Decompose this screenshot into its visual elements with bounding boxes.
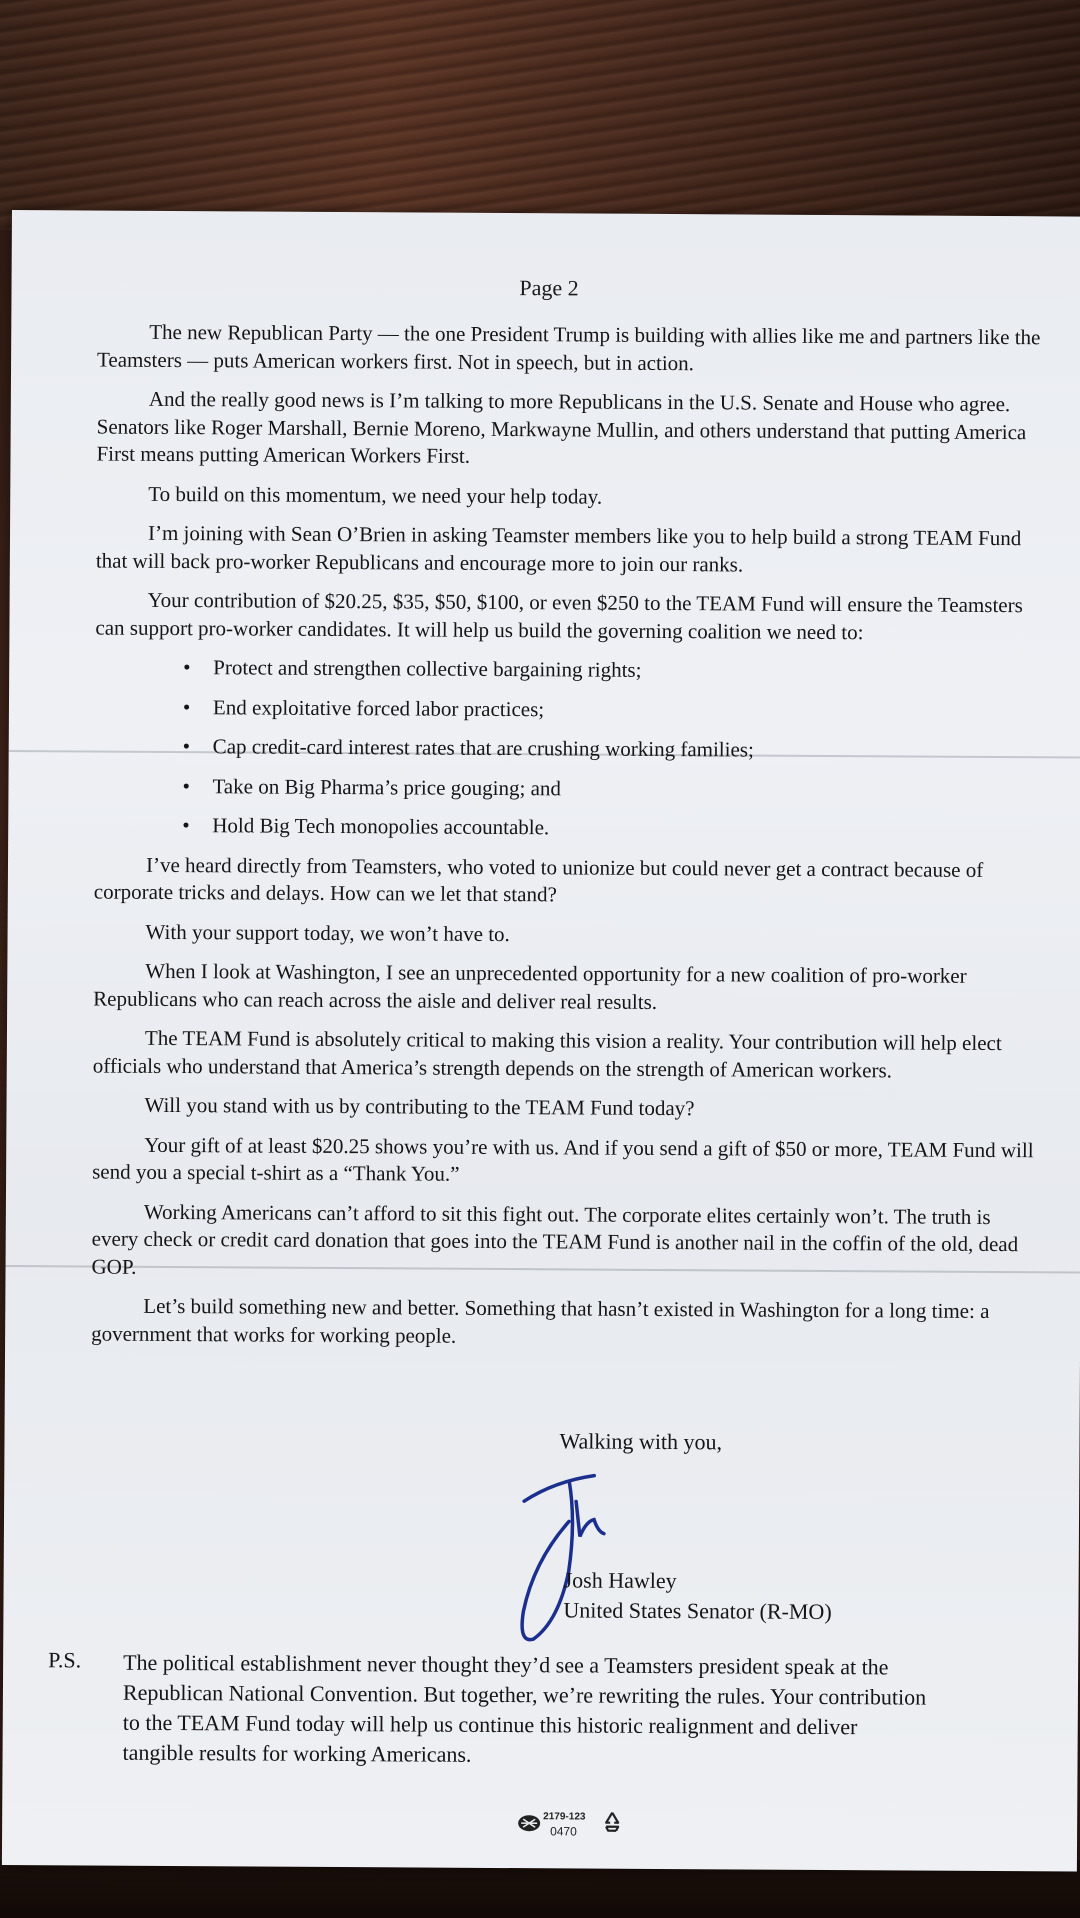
signer-name: Josh Hawley <box>563 1567 677 1594</box>
paragraph: Your contribution of $20.25, $35, $50, $100, or even $250 to the TEAM Fund will ensure the Teamsters can support pro-worker candidates. It will help us build the governing coalition we need to: <box>95 587 1023 644</box>
postscript-line: tangible results for working Americans. <box>122 1739 472 1767</box>
list-item: • End exploitative forced labor practices; <box>213 694 1040 727</box>
paragraph: I’m joining with Sean O’Brien in asking Teamster members like you to help build a strong TEAM Fund that will back pro-worker Republicans and encourage more to join our ranks. <box>95 520 1022 576</box>
ps-label: P.S. <box>48 1647 82 1673</box>
paragraph: I’ve heard directly from Teamsters, who voted to unionize but could never get a contract because of corporate tricks and delays. How can we let that stand? <box>93 852 984 907</box>
postscript-line: The political establishment never thought they’d see a Teamsters president speak at the <box>123 1649 889 1680</box>
paragraph: Working Americans can’t afford to sit this fight out. The corporate elites certainly won’t. The truth is every check or credit card donation that goes into the TEAM Fund is another nail in the coffin of the old, dead GOP. <box>91 1199 1019 1279</box>
wooden-table-background <box>0 0 1080 230</box>
paragraph: Your gift of at least $20.25 shows you’re with us. And if you send a gift of $50 or more, TEAM Fund will send you a special t-shirt as a “Thank You.” <box>92 1132 1034 1186</box>
closing-line: Walking with you, <box>559 1428 723 1455</box>
postscript <box>122 1648 1078 1774</box>
postscript-line: Republican National Convention. But together, we’re rewriting the rules. Your contribution <box>122 1679 927 1710</box>
paragraph: The TEAM Fund is absolutely critical to making this vision a reality. Your contribution will help elect officials who understand that America’s strength depends on the strength of American workers. <box>92 1025 1002 1082</box>
postscript-line: to the TEAM Fund today will help us continue this historic realignment and deliver <box>122 1709 858 1740</box>
signer-title: United States Senator (R-MO) <box>563 1597 832 1625</box>
union-label-icon <box>517 1811 541 1835</box>
paragraph: Will you stand with us by contributing to the TEAM Fund today? <box>144 1092 695 1121</box>
union-print-mark <box>517 1809 627 1842</box>
union-number: 0470 <box>550 1824 577 1839</box>
paragraph: Let’s build something new and better. Something that hasn’t existed in Washington for a long time: a government that works for working people. <box>91 1293 990 1348</box>
letter-body <box>91 319 1042 1366</box>
goals-list <box>94 654 1040 845</box>
list-item: • Take on Big Pharma’s price gouging; and <box>212 773 1039 806</box>
paragraph: The new Republican Party — the one President Trump is building with allies like me and partners like the Teamsters — puts American workers first. Not in speech, but in action. <box>97 319 1041 375</box>
recycle-icon <box>599 1810 625 1836</box>
letter-page <box>2 210 1080 1872</box>
list-item: • Hold Big Tech monopolies accountable. <box>212 812 1039 845</box>
paragraph: When I look at Washington, I see an unprecedented opportunity for a new coalition of pro-worker Republicans who can reach across the aisle and deliver real results. <box>93 958 967 1014</box>
paragraph: With your support today, we won’t have to. <box>145 919 510 946</box>
paragraph: And the really good news is I’m talking to more Republicans in the U.S. Senate and House who agree. Senators like Roger Marshall, Bernie Moreno, Markwayne Mullin, and others understand that putting America First means putting American Workers First. <box>96 386 1027 468</box>
paragraph: To build on this momentum, we need your help today. <box>148 481 603 509</box>
list-item: • Cap credit-card interest rates that are crushing working families; <box>213 733 1040 766</box>
union-code: 2179-123 <box>543 1811 586 1823</box>
page-number: Page 2 <box>519 275 579 301</box>
list-item: • Protect and strengthen collective bargaining rights; <box>213 654 1040 687</box>
